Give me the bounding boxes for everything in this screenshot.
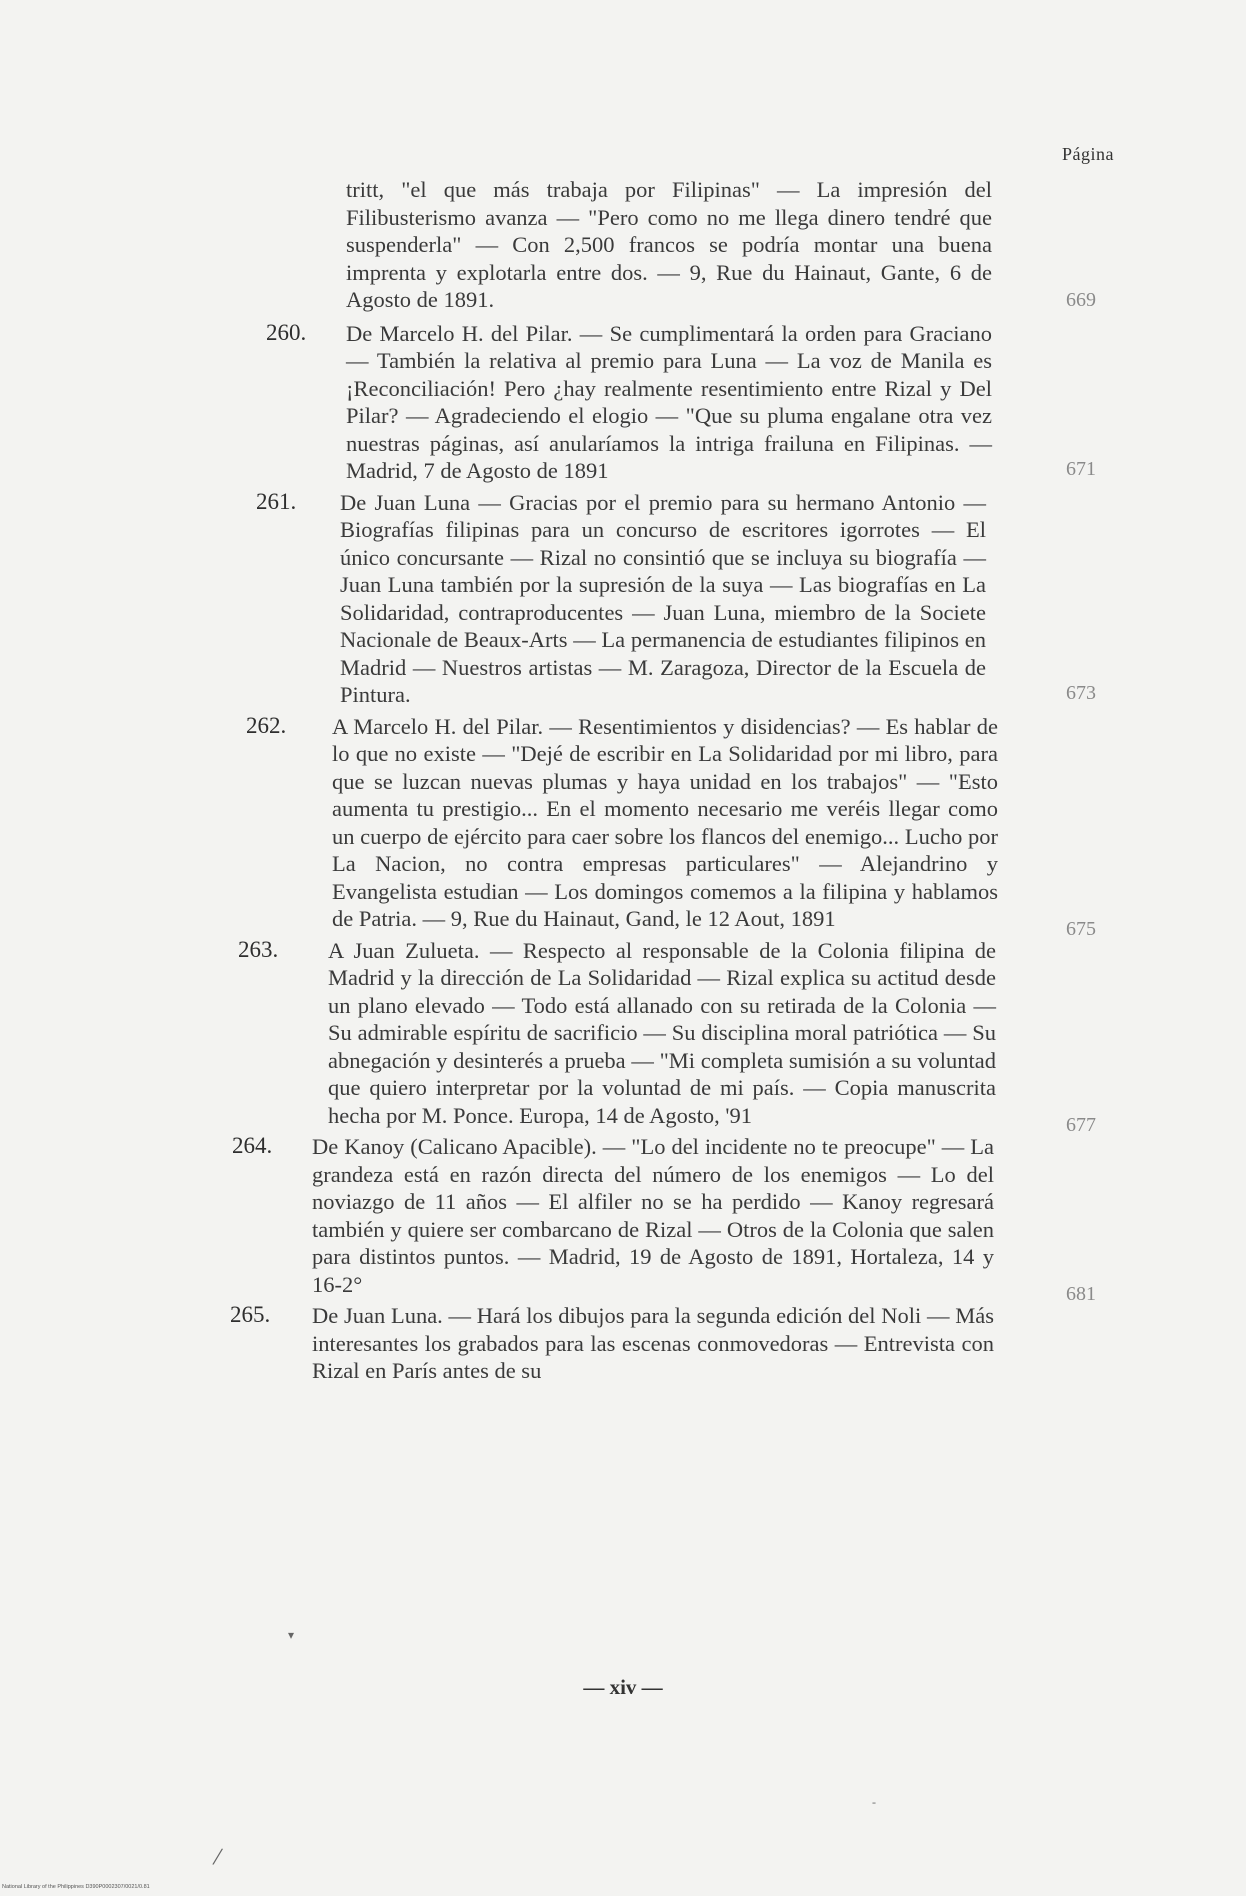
- entry-text: A Marcelo H. del Pilar. — Resentimientos y disidencias? — Es hablar de lo que no existe — "Dejé de escribir en La Solidaridad por mi libro, para que se luzcan nuevas plumas y haya unidad en los trabajos" — "Esto aumenta tu prestigio... En el momento necesario me veréis llegar como un cuerpo de ejército para caer sobre los flancos del enemigo... Lucho por La Nacion, no contra empresas particulares" — Alejandrino y Evangelista estudian — Los domingos comemos a la filipina y hablamos de Patria. — 9, Rue du Hainaut, Gand, le 12 Aout, 1891: [332, 713, 998, 931]
- index-entry: [0, 936, 1246, 1136]
- entry-number: 261.: [256, 488, 297, 514]
- library-stamp: National Library of the Philippines D390P0002307/0021/0.81: [2, 1884, 150, 1890]
- index-entry: [0, 176, 1246, 314]
- entry-text: De Marcelo H. del Pilar. — Se cumplimentará la orden para Graciano — También la relativa al premio para Luna — La voz de Manila es ¡Reconciliación! Pero ¿hay realmente resentimiento entre Rizal y Del Pilar? — Agradeciendo el elogio — "Que su pluma engalane otra vez nuestras páginas, así anularíamos la intriga frailuna en Filipinas. — Madrid, 7 de Agosto de 1891: [346, 320, 992, 483]
- page-column-header: Página: [1062, 144, 1114, 164]
- entry-number: 265.: [230, 1302, 271, 1327]
- index-entry: [0, 712, 1246, 940]
- index-entries: [0, 176, 1246, 1387]
- entry-number: 264.: [232, 1133, 273, 1158]
- entry-number: 260.: [266, 319, 307, 345]
- handwritten-mark: /: [211, 1841, 225, 1872]
- page-footer-number: — xiv —: [583, 1675, 663, 1699]
- entry-page-number: 669: [1066, 288, 1096, 311]
- entry-text: A Juan Zulueta. — Respecto al responsable de la Colonia filipina de Madrid y la dirección de La Solidaridad — Rizal explica su actitud desde un plano elevado — Todo está allanado con su retirada de la Colonia — Su admirable espíritu de sacrificio — Su disciplina moral patriótica — Su abnegación y desinterés a prueba — "Mi completa sumisión a su voluntad que quiero interpretar por la voluntad de mi país. — Copia manuscrita hecha por M. Ponce. Europa, 14 de Agosto, '91: [328, 937, 996, 1128]
- entry-page-number: 671: [1066, 457, 1096, 480]
- entry-page-number: 675: [1066, 917, 1096, 940]
- entry-number: 262.: [246, 712, 287, 738]
- entry-page-number: 673: [1066, 681, 1096, 704]
- entry-text: tritt, "el que más trabaja por Filipinas" — La impresión del Filibusterismo avanza — "Pero como no me llega dinero tendré que suspenderla" — Con 2,500 francos se podría montar una buena imprenta y explotarla entre dos. — 9, Rue du Hainaut, Gante, 6 de Agosto de 1891.: [346, 177, 992, 312]
- entry-page-number: 681: [1066, 1283, 1096, 1305]
- index-entry: [0, 1302, 1246, 1385]
- index-entry: [0, 320, 1246, 485]
- stray-mark: -: [872, 1795, 876, 1809]
- index-entry: [0, 1133, 1246, 1305]
- entry-text: De Juan Luna — Gracias por el premio para su hermano Antonio — Biografías filipinas para un concurso de escritores igorrotes — El único concursante — Rizal no consintió que se incluya su biografía — Juan Luna también por la supresión de la suya — Las biografías en La Solidaridad, contraproducentes — Juan Luna, miembro de la Societe Nacionale de Beaux-Arts — La permanencia de estudiantes filipinos en Madrid — Nuestros artistas — M. Zaragoza, Director de la Escuela de Pintura.: [340, 489, 986, 707]
- stray-mark: ▾: [288, 1628, 295, 1642]
- entry-text: De Kanoy (Calicano Apacible). — "Lo del incidente no te preocupe" — La grandeza está en razón directa del número de los enemigos — Lo del noviazgo de 11 años — El alfiler no se ha perdido — Kanoy regresará también y quiere ser combarcano de Rizal — Otros de la Colonia que salen para distintos puntos. — Madrid, 19 de Agosto de 1891, Hortaleza, 14 y 16-2°: [312, 1134, 994, 1297]
- entry-page-number: 677: [1066, 1114, 1096, 1136]
- entry-number: 263.: [238, 936, 279, 962]
- index-entry: [0, 489, 1246, 709]
- entry-text: De Juan Luna. — Hará los dibujos para la segunda edición del Noli — Más interesantes los grabados para las escenas conmovedoras — Entrevista con Rizal en París antes de su: [312, 1303, 994, 1383]
